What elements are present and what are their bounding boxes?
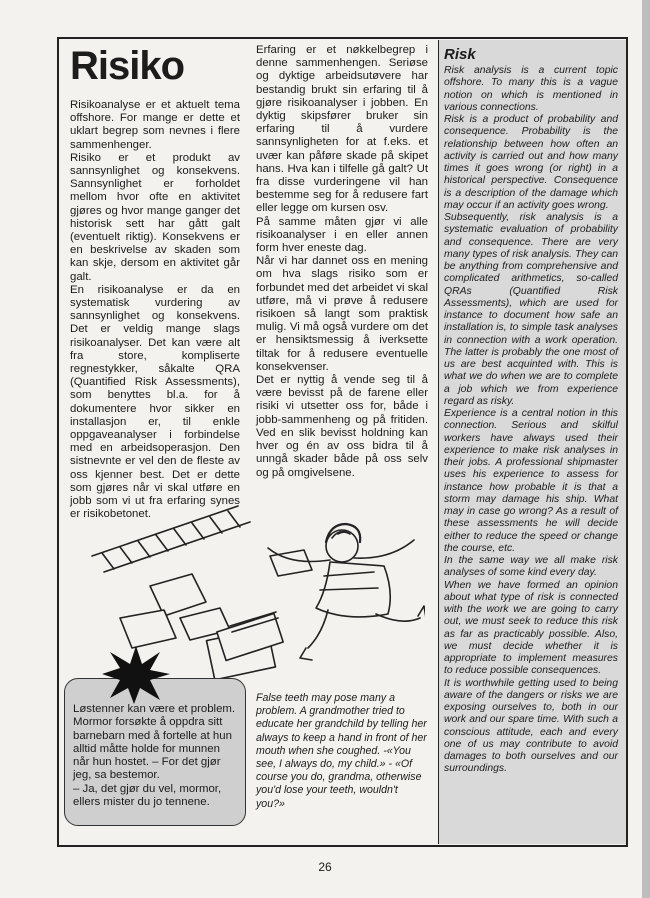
paragraph: Subsequently, risk analysis is a systematic evaluation of probability and consequence. There are very many types of risk analysis. They can be anything from comprehensive and complicated arithmetics, so-called QRAs (Quantified Risk Assessments), which are used for instance to document how safe an installation is, to simple task analyses in connection with a work operation. The latter is probably the one most of us are best acquinted with. This is what we do when we are to complete a job which we from experience regard as risky. bbox=[444, 212, 618, 407]
norwegian-col1-text bbox=[60, 99, 248, 522]
english-sidebar bbox=[438, 40, 626, 844]
paragraph: På samme måten gjør vi alle risikoanalyser i en eller annen form hver eneste dag. bbox=[256, 215, 428, 255]
paragraph: In the same way we all make risk analyses of some kind every day. bbox=[444, 555, 618, 579]
page-number: 26 bbox=[318, 860, 332, 874]
joke-translation: False teeth may pose many a problem. A grandmother tried to educate her grandchild by telling her always to keep a hand in front of her mouth when she coughed. -«You see, I always do, my child.» - «Of course you do, grandma, otherwise you'd lose your teeth, wouldn't you?» bbox=[256, 692, 427, 810]
norwegian-column-1 bbox=[60, 40, 248, 522]
paragraph: Risk analysis is a current topic offshore. To many this is a vague notion on which is mentioned in various connections. bbox=[444, 65, 618, 113]
english-title: Risk bbox=[444, 46, 476, 63]
paragraph: It is worthwhile getting used to being aware of the dangers or risks we are exposing ourselves to, both in our work and our spare time. With such a conscious attitude, each and every one of us may contribute to avoid damages to both ourselves and our surroundings. bbox=[444, 677, 618, 775]
paragraph: Risiko er et produkt av sannsynlighet og konsekvens. Sannsynlighet er forholdet mellom hvor ofte en aktivitet gjøres og hvor mange ganger det historisk sett har gått galt (eventuelt riktig). Konsekvens er en beskrivelse av skaden som kan skje, dersom en aktivitet går galt. bbox=[70, 151, 240, 283]
paragraph: Risikoanalyse er et aktuelt tema offshore. For mange er dette et uklart begrep som nevnes i flere sammenhenger. bbox=[70, 99, 240, 151]
paragraph: Det er nyttig å vende seg til å være bevisst på de farene eller risiki vi utsetter oss for, både i jobb-sammenheng og på fritiden. Ved en slik bevisst holdning kan hver og én av oss bidra til å unngå skader både på oss selv og på omgivelsene. bbox=[256, 374, 428, 479]
binding-edge bbox=[642, 0, 650, 898]
paragraph: En risikoanalyse er da en systematisk vurdering av sannsynlighet og konsekvens. Det er veldig mange slags risikoanalyser. Det kan være alt fra store, kompliserte regnestykker, såkalte QRA (Quantified Risk Assessments), som benyttes bl.a. for å dokumentere hvor sikker en installasjon er, til enkle oppgaveanalyser i forbindelse med en arbeidsoperasjon. Den sistnevnte er vel den de fleste av oss kjenner best. Det er dette som gjøres når vi skal utføre en jobb som vi ut fra erfaring synes er risikobetonet. bbox=[70, 283, 240, 521]
joke-text: – Ja, det gjør du vel, mormor, ellers mister du jo tennene. bbox=[73, 782, 222, 809]
starburst-icon bbox=[100, 644, 172, 706]
joke-text: Løstenner kan være et problem. Mormor forsøkte å oppdra sitt barnebarn med å fortelle at hun alltid måtte holde for munnen når hun hostet. – For det gjør jeg, sa bestemor. bbox=[73, 703, 236, 782]
paragraph: When we have formed an opinion about what type of risk is connected with the work we are going to carry out, we must seek to reduce this risk as far as practicably possible. Also, we must decide whether it is appropriate to implement measures to reduce possible consequences. bbox=[444, 579, 618, 677]
page-title: Risiko bbox=[70, 44, 185, 88]
paragraph: Risk is a product of probability and consequence. Probability is the relationship between how often an activity is carried out and how many times it goes wrong (or right) in a historical perspective. Consequence is a description of the damage which may occur if an activity goes wrong. bbox=[444, 114, 618, 211]
paragraph: Experience is a central notion in this connection. Serious and skilful workers have always used their experience to make risk analyses in their jobs. A professional shipmaster uses his experience to assess for instance how probable it is that a storm may damage his ship. What may in case go wrong? As a result of these assessments he will decide either to reduce the speed or change the course, etc. bbox=[444, 408, 618, 554]
paragraph: Når vi har dannet oss en mening om hva slags risiko som er forbundet med det arbeidet vi skal utføre, må vi prøve å redusere risikoen så langt som praktisk mulig. Vi må også vurdere om det er hensiktsmessig å iverksette tiltak for å redusere eventuelle konsekvenser. bbox=[256, 255, 428, 373]
paragraph: Erfaring er et nøkkelbegrep i denne sammenhengen. Seriøse og dyktige arbeidsutøvere har bestandig brukt sin erfaring til å gjøre risikoanalyser i jobben. En dyktig skipsfører bruker sin erfaring til å vurdere sannsynligheten for at f.eks. et uvær kan påføre skade på skipet hans. Hva kan i tilfelle gå galt? Ut fra disse vurderingene vil han bestemme seg for å redusere fart eller legge om kursen osv. bbox=[256, 44, 428, 215]
norwegian-column-2 bbox=[254, 44, 430, 480]
